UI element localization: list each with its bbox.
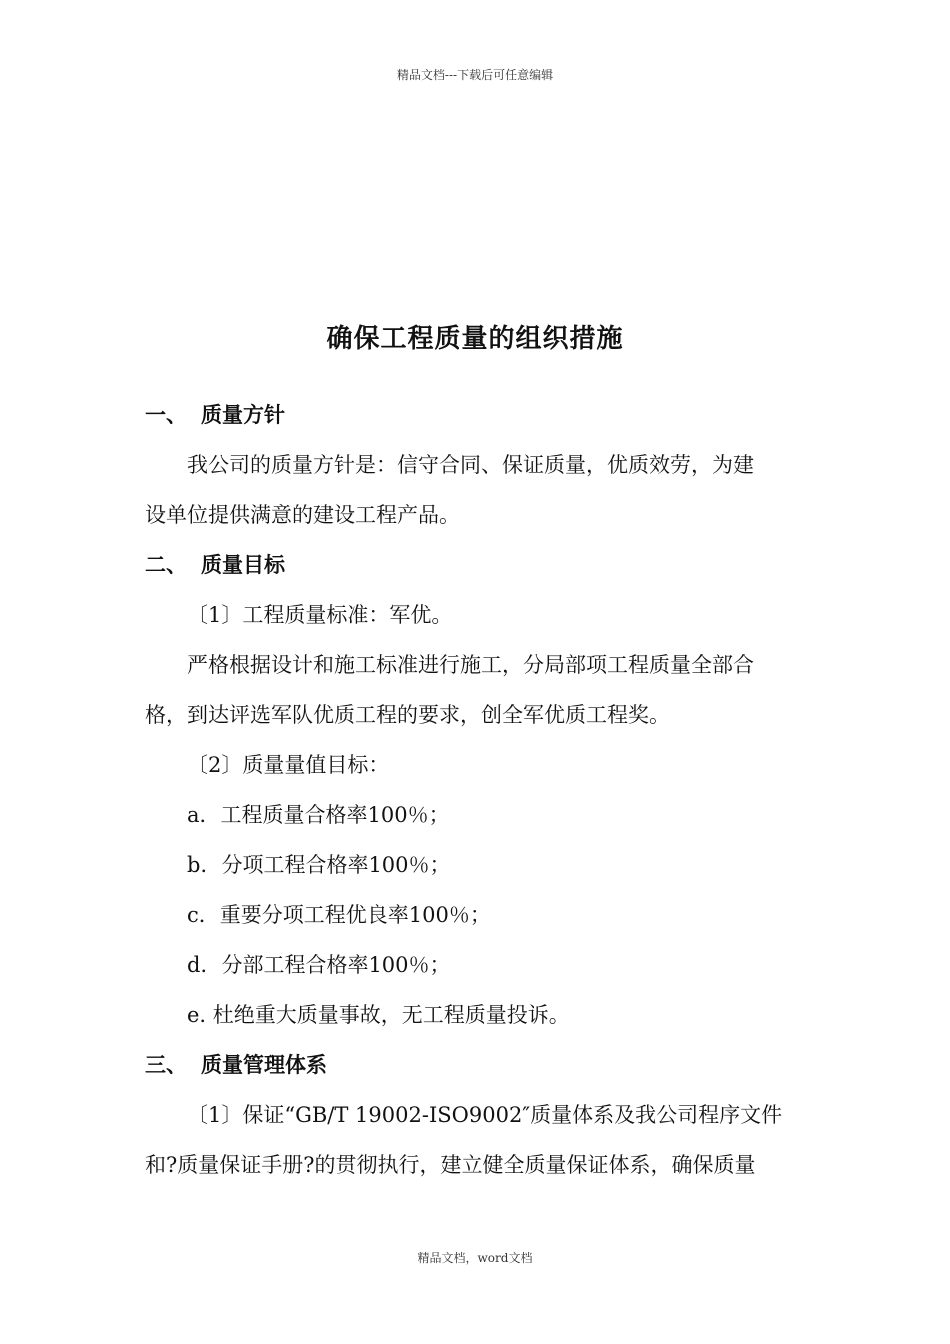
list-item-d: d．分部工程合格率100％；	[187, 953, 451, 977]
list-item-c: c．重要分项工程优良率100％；	[187, 903, 491, 927]
list-item: 〔2〕质量量值目标：	[187, 753, 390, 777]
paragraph-line: 格，到达评选军队优质工程的要求，创全军优质工程奖。	[145, 703, 670, 727]
list-item-e: e. 杜绝重大质量事故，无工程质量投诉。	[187, 1003, 570, 1027]
document-title: 确保工程质量的组织措施	[326, 324, 624, 354]
section-title: 质量管理体系	[201, 1053, 327, 1077]
paragraph-line: 我公司的质量方针是：信守合同、保证质量，优质效劳，为建	[187, 453, 754, 477]
section-number: 三、	[145, 1053, 187, 1077]
section-heading-quality-goals	[145, 540, 810, 590]
paragraph-line: 严格根据设计和施工标准进行施工，分局部项工程质量全部合	[187, 653, 754, 677]
section-title: 质量目标	[201, 553, 285, 577]
section-number: 一、	[145, 403, 187, 427]
list-item-b: b．分项工程合格率100％；	[187, 853, 451, 877]
paragraph-line: 〔1〕保证“GB/T 19002-ISO9002″质量体系及我公司程序文件	[187, 1103, 783, 1127]
paragraph-line: 和?质量保证手册?的贯彻执行，建立健全质量保证体系，确保质量	[145, 1153, 756, 1177]
page-header-note: 精品文档---下载后可任意编辑	[396, 68, 554, 82]
section-title: 质量方针	[201, 403, 285, 427]
section-number: 二、	[145, 553, 187, 577]
section-heading-quality-policy	[145, 390, 810, 440]
section-heading-quality-system	[145, 1040, 810, 1090]
document-body	[145, 390, 810, 1190]
paragraph-line: 设单位提供满意的建设工程产品。	[145, 503, 460, 527]
page-footer-note: 精品文档，word文档	[417, 1251, 533, 1265]
list-item: 〔1〕工程质量标准：军优。	[187, 603, 453, 627]
list-item-a: a．工程质量合格率100％；	[187, 803, 450, 827]
